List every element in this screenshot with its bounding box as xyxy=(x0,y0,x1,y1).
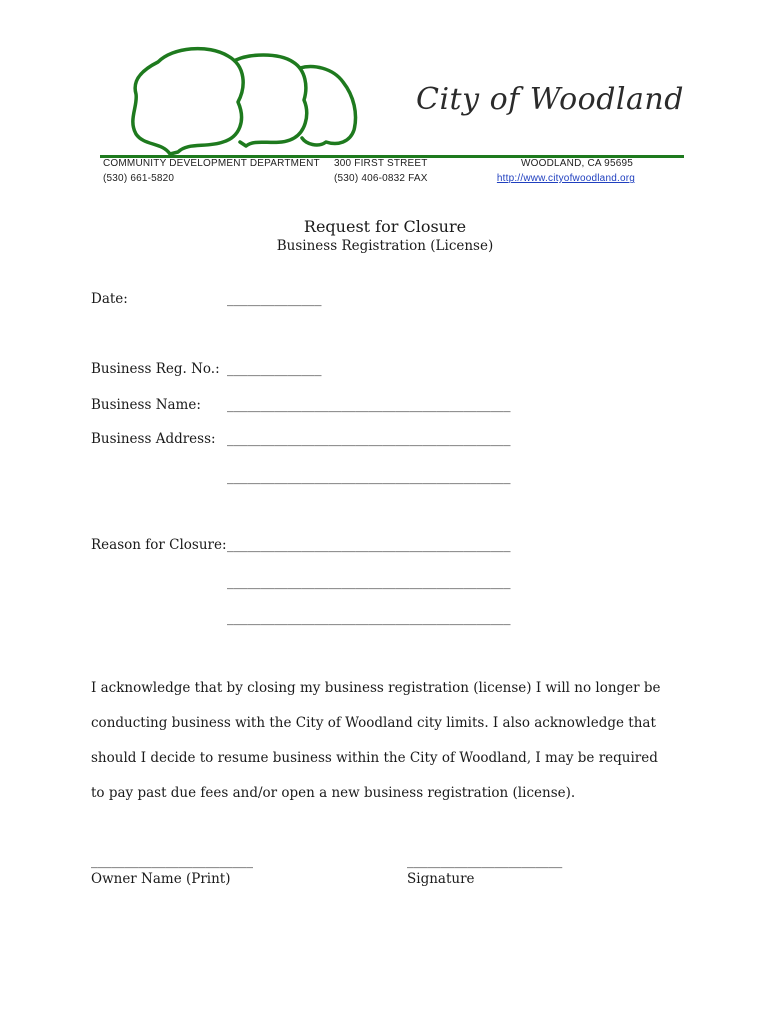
business-address-label: Business Address: xyxy=(91,431,216,447)
business-name-field[interactable]: __________________________________________ xyxy=(227,397,511,413)
reason-field-1[interactable]: __________________________________________ xyxy=(227,537,511,553)
department-name: COMMUNITY DEVELOPMENT DEPARTMENT xyxy=(103,158,320,169)
website-link[interactable]: http://www.cityofwoodland.org xyxy=(496,173,635,184)
tree-logo-icon xyxy=(128,42,368,158)
date-label: Date: xyxy=(91,291,128,307)
acknowledgement-line: I acknowledge that by closing my business registration (license) I will no longer be xyxy=(91,680,661,696)
reason-field-3[interactable]: __________________________________________ xyxy=(227,610,511,626)
reg-no-label: Business Reg. No.: xyxy=(91,361,220,377)
street-address: 300 FIRST STREET xyxy=(334,158,428,169)
department-phone: (530) 661-5820 xyxy=(103,173,175,184)
signature-label: Signature xyxy=(407,871,475,887)
reg-no-field[interactable]: ______________ xyxy=(227,361,322,377)
date-field[interactable]: ______________ xyxy=(227,291,322,307)
business-address-field-1[interactable]: __________________________________________ xyxy=(227,431,511,447)
business-name-label: Business Name: xyxy=(91,397,201,413)
form-subtitle: Business Registration (License) xyxy=(276,238,494,254)
acknowledgement-line: to pay past due fees and/or open a new business registration (license). xyxy=(91,785,576,801)
acknowledgement-paragraph xyxy=(91,671,691,811)
owner-name-field[interactable]: ________________________ xyxy=(91,853,253,869)
signature-field[interactable]: _______________________ xyxy=(407,853,563,869)
business-address-field-2[interactable]: __________________________________________ xyxy=(227,469,511,485)
acknowledgement-line: should I decide to resume business within the City of Woodland, I may be required xyxy=(91,750,658,766)
acknowledgement-line: conducting business with the City of Woodland city limits. I also acknowledge that xyxy=(91,715,656,731)
fax-number: (530) 406-0832 FAX xyxy=(334,173,428,184)
owner-name-label: Owner Name (Print) xyxy=(91,871,231,887)
reason-field-2[interactable]: __________________________________________ xyxy=(227,574,511,590)
reason-label: Reason for Closure: xyxy=(91,537,227,553)
form-title: Request for Closure xyxy=(303,217,467,236)
city-title: City of Woodland xyxy=(416,82,684,117)
city-state-zip: WOODLAND, CA 95695 xyxy=(521,158,633,169)
